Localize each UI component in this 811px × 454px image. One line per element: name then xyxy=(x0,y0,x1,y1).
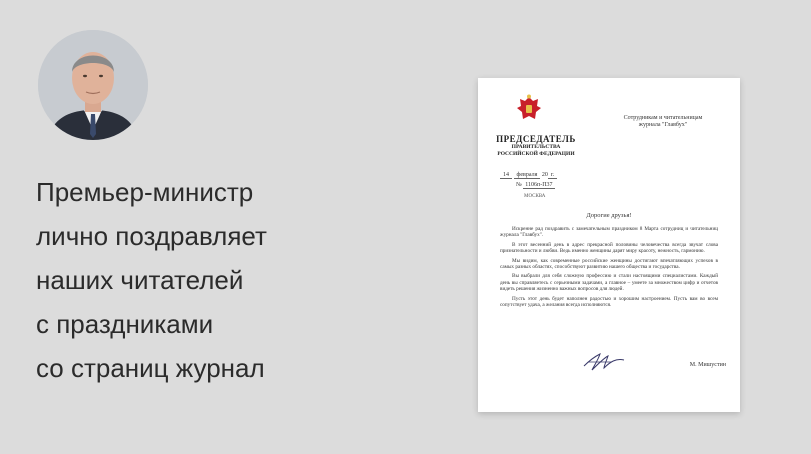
coat-of-arms-icon xyxy=(516,94,542,124)
date-year-suffix: г. xyxy=(548,172,557,179)
org-title-main: ПРЕДСЕДАТЕЛЬ xyxy=(496,134,576,144)
avatar xyxy=(38,30,148,140)
org-title xyxy=(494,134,578,158)
number-value: 1106п-П37 xyxy=(525,182,553,188)
headline-line: со страниц журнал xyxy=(36,353,265,383)
addressee-line: журнала "Главбух" xyxy=(638,122,688,128)
letter-number xyxy=(516,182,555,188)
letter-body xyxy=(500,226,718,311)
org-title-line: РОССИЙСКОЙ ФЕДЕРАЦИИ xyxy=(497,151,575,157)
letter-paragraph: Пусть этот день будет наполнен радостью и хорошим настроением. Пусть вам во всем сопутствует удача, а желания всегда исполняются. xyxy=(500,295,718,309)
greeting: Дорогие друзья! xyxy=(586,212,632,219)
headline xyxy=(36,170,356,390)
letter xyxy=(478,78,740,412)
letter-paragraph: Искренне рад поздравить с замечательным праздником 8 Марта сотрудниц и читательниц журнала "Главбух". xyxy=(500,226,718,239)
addressee-line: Сотрудникам и читательницам xyxy=(623,115,703,121)
date-day: 14 xyxy=(500,172,512,179)
letter-paragraph: В этот весенний день в адрес прекрасной половины человечества всегда звучат слова признательности и любви. Ведь именно женщины дарят миру красоту, нежность, гармонию. xyxy=(500,241,718,255)
signer-name: М. Мишустин xyxy=(689,362,726,368)
letter-city: МОСКВА xyxy=(524,194,546,199)
date-year: 20 xyxy=(541,172,548,178)
headline-line: наших читателей xyxy=(36,265,244,295)
date-month: февраля xyxy=(514,172,541,179)
headline-line: с праздниками xyxy=(36,309,214,339)
org-title-line: ПРАВИТЕЛЬСТВА xyxy=(511,144,561,150)
headline-line: лично поздравляет xyxy=(36,221,267,251)
headline-line: Премьер-министр xyxy=(36,177,254,207)
letter-date xyxy=(500,172,557,178)
addressee xyxy=(608,115,718,129)
letter-paragraph: Мы видим, как современные российские женщины достигают впечатляющих успехов в самых разных областях, способствуют развитию нашего общества и государства. xyxy=(500,257,718,271)
number-prefix: № xyxy=(516,182,522,188)
letter-paragraph: Вы выбрали для себя сложную профессию и стали настоящими специалистами. Каждый день вы справляетесь с серьезными задачами, а главное – умеете за множеством цифр и отчетов видеть решения жизненно важных вопросов для людей. xyxy=(500,273,718,293)
signature-icon xyxy=(582,350,626,372)
